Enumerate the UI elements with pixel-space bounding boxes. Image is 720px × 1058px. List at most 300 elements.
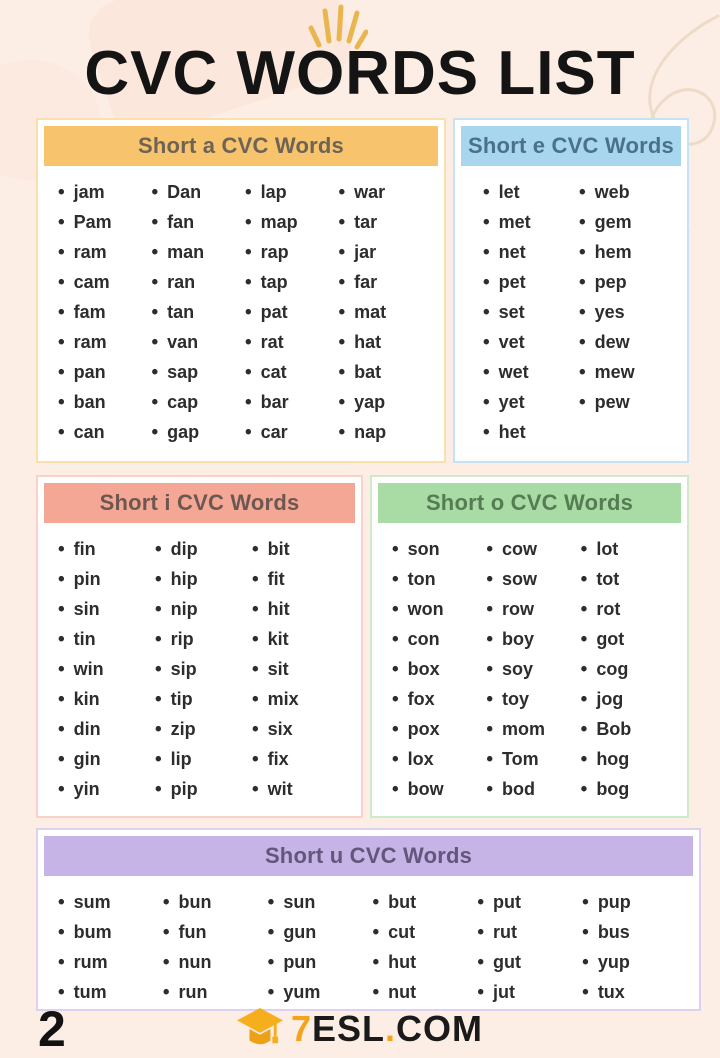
section-short-a bbox=[36, 118, 446, 463]
word-column bbox=[483, 177, 579, 447]
bullet-icon: • bbox=[579, 271, 586, 293]
bullet-icon: • bbox=[483, 301, 490, 323]
word-text: hut bbox=[388, 951, 417, 972]
bullet-icon: • bbox=[580, 538, 588, 560]
logo-dot: . bbox=[385, 1008, 397, 1049]
page-number: 2 bbox=[38, 1001, 66, 1057]
word-text: fun bbox=[178, 921, 207, 942]
bullet-icon: • bbox=[392, 778, 399, 800]
word-column bbox=[392, 534, 486, 804]
word-text: got bbox=[596, 628, 625, 649]
word-item bbox=[392, 744, 486, 774]
bullet-icon: • bbox=[477, 891, 484, 913]
bullet-icon: • bbox=[58, 921, 65, 943]
word-text: row bbox=[501, 598, 534, 619]
bullet-icon: • bbox=[580, 568, 588, 590]
bullet-icon: • bbox=[338, 331, 346, 353]
word-item bbox=[252, 744, 349, 774]
word-item bbox=[581, 714, 675, 744]
bullet-icon: • bbox=[392, 568, 399, 590]
word-item bbox=[245, 327, 339, 357]
word-item bbox=[152, 177, 246, 207]
word-item bbox=[579, 387, 675, 417]
word-text: fox bbox=[407, 688, 435, 709]
word-item bbox=[245, 357, 339, 387]
section-short-e bbox=[453, 118, 689, 463]
word-text: but bbox=[388, 891, 417, 912]
bullet-icon: • bbox=[486, 568, 493, 590]
bullet-icon: • bbox=[267, 891, 275, 913]
bullet-icon: • bbox=[58, 628, 65, 650]
word-item bbox=[152, 387, 246, 417]
word-item bbox=[152, 207, 246, 237]
bullet-icon: • bbox=[486, 598, 493, 620]
word-item bbox=[477, 977, 582, 1007]
word-item bbox=[245, 267, 339, 297]
word-text: yap bbox=[354, 391, 386, 412]
section-short-i bbox=[36, 475, 363, 818]
word-item bbox=[483, 237, 579, 267]
word-text: nip bbox=[170, 598, 198, 619]
header bbox=[0, 38, 720, 109]
word-text: tip bbox=[170, 688, 193, 709]
word-text: net bbox=[498, 241, 526, 262]
word-item bbox=[58, 684, 155, 714]
word-text: bar bbox=[260, 391, 289, 412]
bullet-icon: • bbox=[338, 211, 346, 233]
word-item bbox=[152, 267, 246, 297]
word-item bbox=[581, 654, 675, 684]
bullet-icon: • bbox=[245, 241, 252, 263]
word-item bbox=[155, 774, 252, 804]
bullet-icon: • bbox=[58, 241, 65, 263]
bullet-icon: • bbox=[579, 301, 586, 323]
word-column bbox=[339, 177, 433, 447]
bullet-icon: • bbox=[151, 391, 159, 413]
bullet-icon: • bbox=[580, 658, 588, 680]
section-short-e-header: Short e CVC Words bbox=[461, 126, 681, 166]
word-text: jam bbox=[73, 181, 105, 202]
word-item bbox=[339, 207, 433, 237]
bullet-icon: • bbox=[58, 568, 65, 590]
word-text: met bbox=[498, 211, 531, 232]
page-title: CVC WORDS LIST bbox=[84, 39, 636, 108]
word-text: zip bbox=[170, 718, 196, 739]
word-item bbox=[58, 774, 155, 804]
bullet-icon: • bbox=[483, 211, 490, 233]
word-text: pun bbox=[283, 951, 317, 972]
word-item bbox=[483, 177, 579, 207]
word-text: bus bbox=[597, 921, 630, 942]
word-text: hem bbox=[594, 241, 632, 262]
word-text: nap bbox=[354, 421, 387, 442]
bullet-icon: • bbox=[486, 628, 493, 650]
word-text: fan bbox=[167, 211, 195, 232]
word-text: fam bbox=[73, 301, 106, 322]
bullet-icon: • bbox=[582, 951, 589, 973]
bullet-icon: • bbox=[392, 538, 399, 560]
logo-text bbox=[291, 1008, 483, 1050]
word-text: sap bbox=[167, 361, 199, 382]
word-text: mom bbox=[501, 718, 545, 739]
word-text: man bbox=[167, 241, 205, 262]
word-item bbox=[155, 594, 252, 624]
bullet-icon: • bbox=[252, 718, 259, 740]
word-text: ran bbox=[167, 271, 196, 292]
bullet-icon: • bbox=[162, 951, 170, 973]
bullet-icon: • bbox=[579, 211, 586, 233]
bullet-icon: • bbox=[58, 181, 65, 203]
bullet-icon: • bbox=[372, 981, 380, 1003]
bullet-icon: • bbox=[579, 391, 586, 413]
word-text: bog bbox=[596, 778, 630, 799]
word-text: hat bbox=[354, 331, 382, 352]
word-text: tar bbox=[354, 211, 378, 232]
word-column bbox=[373, 887, 478, 1007]
word-item bbox=[155, 684, 252, 714]
bullet-icon: • bbox=[252, 658, 259, 680]
word-item bbox=[477, 917, 582, 947]
bullet-icon: • bbox=[252, 538, 259, 560]
bullet-icon: • bbox=[338, 301, 346, 323]
word-item bbox=[392, 624, 486, 654]
word-item bbox=[486, 534, 580, 564]
word-text: jog bbox=[596, 688, 624, 709]
bullet-icon: • bbox=[58, 538, 65, 560]
sparkle-rays-icon bbox=[308, 4, 368, 50]
bullet-icon: • bbox=[245, 421, 252, 443]
word-item bbox=[58, 387, 152, 417]
word-text: cap bbox=[167, 391, 199, 412]
word-item bbox=[155, 534, 252, 564]
bullet-icon: • bbox=[477, 981, 484, 1003]
bullet-icon: • bbox=[483, 331, 490, 353]
word-text: web bbox=[594, 181, 630, 202]
bullet-icon: • bbox=[58, 331, 65, 353]
word-item bbox=[486, 624, 580, 654]
word-item bbox=[58, 357, 152, 387]
word-item bbox=[155, 744, 252, 774]
word-item bbox=[155, 564, 252, 594]
bullet-icon: • bbox=[245, 211, 252, 233]
bullet-icon: • bbox=[252, 598, 259, 620]
word-item bbox=[486, 774, 580, 804]
word-item bbox=[581, 534, 675, 564]
bullet-icon: • bbox=[155, 568, 162, 590]
word-text: jar bbox=[354, 241, 377, 262]
word-item bbox=[252, 654, 349, 684]
word-text: con bbox=[407, 628, 440, 649]
word-item bbox=[252, 714, 349, 744]
word-text: sun bbox=[283, 891, 316, 912]
word-text: win bbox=[73, 658, 104, 679]
word-item bbox=[579, 177, 675, 207]
word-item bbox=[373, 887, 478, 917]
section-short-a-header: Short a CVC Words bbox=[44, 126, 438, 166]
word-item bbox=[486, 744, 580, 774]
word-column bbox=[579, 177, 675, 447]
section-short-i-header: Short i CVC Words bbox=[44, 483, 355, 523]
word-item bbox=[268, 977, 373, 1007]
word-text: pat bbox=[260, 301, 288, 322]
bullet-icon: • bbox=[267, 921, 275, 943]
bullet-icon: • bbox=[151, 271, 159, 293]
word-item bbox=[339, 417, 433, 447]
word-column bbox=[58, 887, 163, 1007]
bullet-icon: • bbox=[483, 181, 490, 203]
bullet-icon: • bbox=[252, 778, 259, 800]
bullet-icon: • bbox=[372, 951, 380, 973]
word-item bbox=[58, 744, 155, 774]
bullet-icon: • bbox=[483, 271, 490, 293]
word-text: ton bbox=[407, 568, 436, 589]
word-item bbox=[163, 917, 268, 947]
word-column bbox=[268, 887, 373, 1007]
word-item bbox=[268, 917, 373, 947]
word-text: run bbox=[178, 981, 208, 1002]
word-item bbox=[392, 714, 486, 744]
word-text: gut bbox=[492, 951, 521, 972]
word-text: bun bbox=[178, 891, 212, 912]
word-text: yum bbox=[283, 981, 321, 1002]
word-column bbox=[486, 534, 580, 804]
word-item bbox=[58, 654, 155, 684]
word-item bbox=[58, 624, 155, 654]
word-text: war bbox=[354, 181, 386, 202]
bullet-icon: • bbox=[58, 361, 65, 383]
word-item bbox=[58, 564, 155, 594]
word-text: dew bbox=[594, 331, 630, 352]
word-text: mix bbox=[267, 688, 299, 709]
word-text: let bbox=[498, 181, 520, 202]
logo-prefix: 7 bbox=[290, 1008, 312, 1049]
site-logo bbox=[237, 1008, 483, 1050]
word-text: din bbox=[73, 718, 101, 739]
word-item bbox=[339, 387, 433, 417]
word-item bbox=[581, 594, 675, 624]
word-list bbox=[378, 523, 681, 804]
word-text: yup bbox=[597, 951, 630, 972]
bullet-icon: • bbox=[58, 391, 65, 413]
word-item bbox=[58, 237, 152, 267]
bullet-icon: • bbox=[338, 391, 346, 413]
word-item bbox=[152, 297, 246, 327]
word-text: dip bbox=[170, 538, 198, 559]
bullet-icon: • bbox=[155, 628, 162, 650]
word-item bbox=[477, 947, 582, 977]
bullet-icon: • bbox=[58, 981, 65, 1003]
word-item bbox=[152, 237, 246, 267]
word-text: rut bbox=[492, 921, 517, 942]
bullet-icon: • bbox=[338, 241, 346, 263]
word-text: pox bbox=[407, 718, 440, 739]
bullet-icon: • bbox=[267, 951, 275, 973]
word-column bbox=[152, 177, 246, 447]
word-item bbox=[483, 357, 579, 387]
word-text: tin bbox=[73, 628, 96, 649]
word-item bbox=[252, 624, 349, 654]
word-text: Tom bbox=[501, 748, 539, 769]
word-text: yes bbox=[594, 301, 625, 322]
bullet-icon: • bbox=[486, 688, 493, 710]
bullet-icon: • bbox=[392, 688, 399, 710]
word-text: fit bbox=[267, 568, 285, 589]
word-text: yin bbox=[73, 778, 100, 799]
word-item bbox=[392, 684, 486, 714]
word-text: gem bbox=[594, 211, 632, 232]
word-text: vet bbox=[498, 331, 525, 352]
bullet-icon: • bbox=[245, 181, 252, 203]
bullet-icon: • bbox=[58, 658, 65, 680]
bullet-icon: • bbox=[151, 421, 159, 443]
word-text: pep bbox=[594, 271, 627, 292]
word-item bbox=[477, 887, 582, 917]
word-item bbox=[579, 237, 675, 267]
word-item bbox=[245, 177, 339, 207]
word-text: sin bbox=[73, 598, 100, 619]
word-text: set bbox=[498, 301, 525, 322]
word-item bbox=[483, 207, 579, 237]
word-text: ram bbox=[73, 331, 107, 352]
word-text: lot bbox=[596, 538, 619, 559]
word-text: tux bbox=[597, 981, 625, 1002]
word-item bbox=[339, 237, 433, 267]
word-item bbox=[339, 267, 433, 297]
word-item bbox=[579, 207, 675, 237]
word-column bbox=[252, 534, 349, 804]
bullet-icon: • bbox=[155, 748, 162, 770]
word-item bbox=[58, 534, 155, 564]
bullet-icon: • bbox=[579, 361, 586, 383]
bullet-icon: • bbox=[245, 271, 252, 293]
word-item bbox=[339, 297, 433, 327]
section-short-o bbox=[370, 475, 689, 818]
word-text: sow bbox=[501, 568, 537, 589]
word-item bbox=[245, 297, 339, 327]
bullet-icon: • bbox=[252, 748, 259, 770]
word-text: tot bbox=[596, 568, 620, 589]
word-text: ram bbox=[73, 241, 107, 262]
bullet-icon: • bbox=[580, 628, 588, 650]
word-item bbox=[152, 417, 246, 447]
logo-suffix: COM bbox=[396, 1008, 484, 1049]
word-text: kin bbox=[73, 688, 100, 709]
word-item bbox=[582, 887, 687, 917]
word-text: tum bbox=[73, 981, 107, 1002]
bullet-icon: • bbox=[155, 538, 162, 560]
word-item bbox=[581, 744, 675, 774]
word-text: toy bbox=[501, 688, 529, 709]
word-text: rip bbox=[170, 628, 194, 649]
word-item bbox=[252, 594, 349, 624]
word-item bbox=[581, 684, 675, 714]
word-item bbox=[582, 947, 687, 977]
word-item bbox=[581, 774, 675, 804]
word-list bbox=[461, 166, 681, 447]
word-column bbox=[477, 887, 582, 1007]
word-text: wit bbox=[267, 778, 293, 799]
word-item bbox=[483, 417, 579, 447]
word-item bbox=[582, 917, 687, 947]
bullet-icon: • bbox=[245, 391, 252, 413]
word-text: tan bbox=[167, 301, 195, 322]
word-item bbox=[58, 297, 152, 327]
word-item bbox=[58, 177, 152, 207]
word-item bbox=[152, 357, 246, 387]
bullet-icon: • bbox=[155, 598, 162, 620]
word-text: nun bbox=[178, 951, 212, 972]
word-item bbox=[339, 327, 433, 357]
word-text: won bbox=[407, 598, 444, 619]
bullet-icon: • bbox=[392, 718, 399, 740]
word-text: sip bbox=[170, 658, 197, 679]
word-text: rat bbox=[260, 331, 284, 352]
word-column bbox=[58, 177, 152, 447]
word-item bbox=[58, 917, 163, 947]
word-item bbox=[58, 977, 163, 1007]
word-item bbox=[252, 774, 349, 804]
word-text: wet bbox=[498, 361, 529, 382]
bullet-icon: • bbox=[58, 778, 65, 800]
word-text: sum bbox=[73, 891, 111, 912]
word-text: bum bbox=[73, 921, 112, 942]
bullet-icon: • bbox=[483, 421, 490, 443]
bullet-icon: • bbox=[162, 981, 170, 1003]
word-item bbox=[392, 654, 486, 684]
bullet-icon: • bbox=[582, 921, 589, 943]
bullet-icon: • bbox=[58, 718, 65, 740]
word-text: yet bbox=[498, 391, 525, 412]
bullet-icon: • bbox=[580, 688, 588, 710]
bullet-icon: • bbox=[155, 658, 162, 680]
word-text: rot bbox=[596, 598, 621, 619]
bullet-icon: • bbox=[155, 688, 162, 710]
bullet-icon: • bbox=[477, 951, 484, 973]
word-item bbox=[581, 564, 675, 594]
word-item bbox=[582, 977, 687, 1007]
bullet-icon: • bbox=[338, 361, 346, 383]
word-column bbox=[155, 534, 252, 804]
word-text: six bbox=[267, 718, 293, 739]
word-item bbox=[245, 207, 339, 237]
word-item bbox=[483, 297, 579, 327]
bullet-icon: • bbox=[162, 921, 170, 943]
word-text: box bbox=[407, 658, 440, 679]
word-text: pup bbox=[597, 891, 631, 912]
word-item bbox=[373, 917, 478, 947]
word-text: pan bbox=[73, 361, 106, 382]
bullet-icon: • bbox=[392, 598, 399, 620]
bullet-icon: • bbox=[582, 891, 589, 913]
word-text: cow bbox=[501, 538, 537, 559]
bullet-icon: • bbox=[245, 331, 252, 353]
word-text: gun bbox=[283, 921, 317, 942]
word-text: Pam bbox=[73, 211, 112, 232]
word-item bbox=[58, 887, 163, 917]
word-text: Dan bbox=[167, 181, 202, 202]
bullet-icon: • bbox=[392, 658, 399, 680]
word-text: cat bbox=[260, 361, 287, 382]
word-item bbox=[58, 417, 152, 447]
word-text: het bbox=[498, 421, 526, 442]
word-text: soy bbox=[501, 658, 534, 679]
word-text: put bbox=[492, 891, 521, 912]
word-column bbox=[245, 177, 339, 447]
word-text: hip bbox=[170, 568, 198, 589]
word-text: nut bbox=[388, 981, 417, 1002]
word-item bbox=[486, 684, 580, 714]
word-item bbox=[373, 947, 478, 977]
